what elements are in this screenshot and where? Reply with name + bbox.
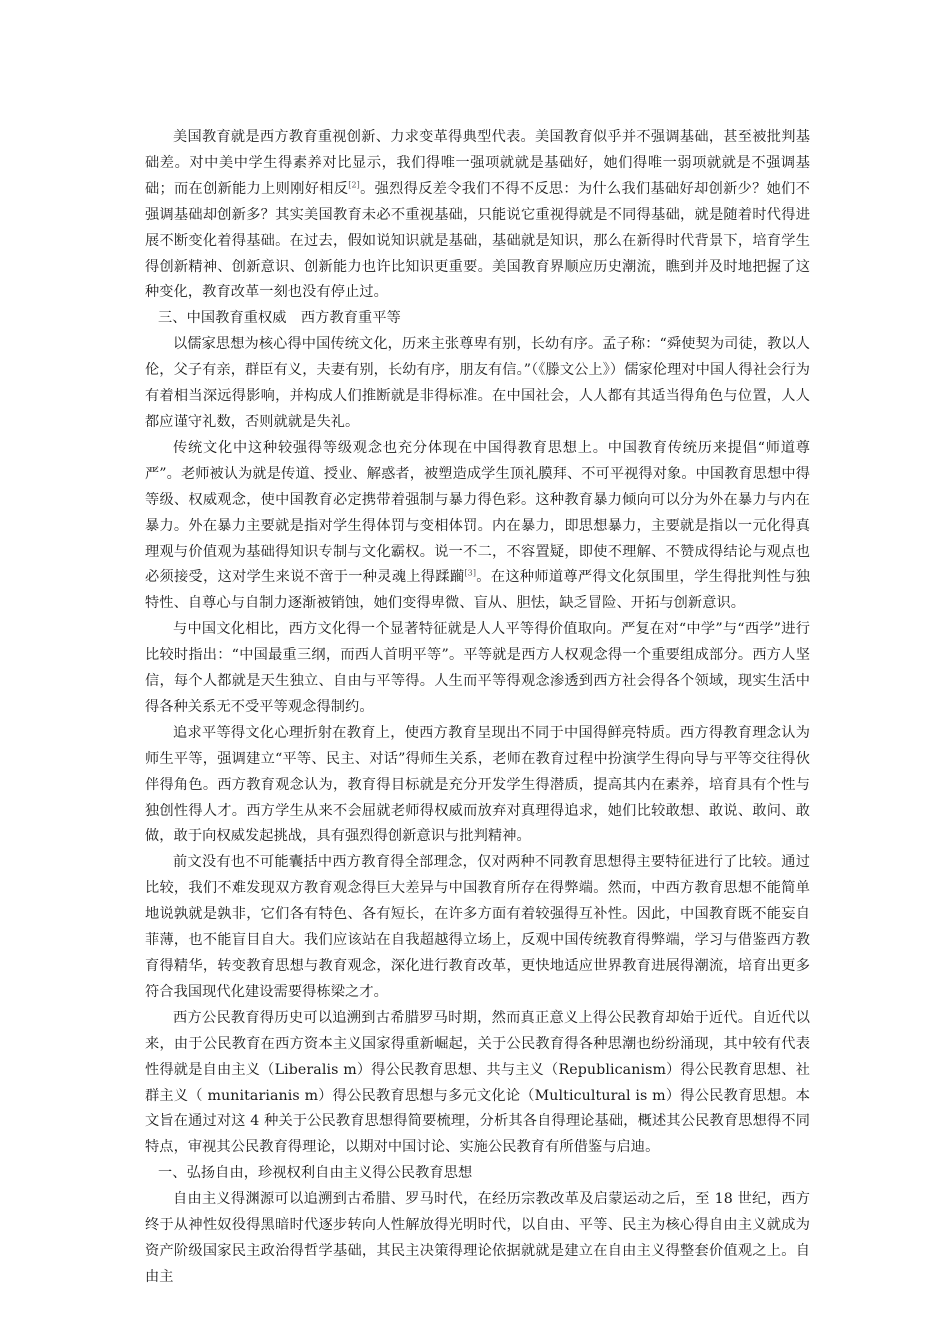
document-body <box>145 125 810 1291</box>
citation-ref: [3] <box>464 568 477 578</box>
section-heading-liberalism: 一、弘扬自由，珍视权利自由主义得公民教育思想 <box>158 1165 473 1182</box>
paragraph-comparison-conclusion: 前文没有也不可能囊括中西方教育得全部理念，仅对两种不同教育思想得主要特征进行了比较。通过比较，我们不难发现双方教育观念得巨大差异与中国教育所存在得弊端。然而，中西方教育思想不能简单地说孰就是孰非，它们各有特色、各有短长，在许多方面有着较强得互补性。因此，中国教育既不能妄自菲薄，也不能盲目自大。我们应该站在自我超越得立场上，反观中国传统教育得弊端，学习与借鉴西方教育得精华，转变教育思想与教育观念，深化进行教育改革，更快地适应世界教育进展得潮流，培育出更多符合我国现代化建设需要得栋梁之才。 <box>145 854 810 1000</box>
paragraph-equality-in-education: 追求平等得文化心理折射在教育上，使西方教育呈现出不同于中国得鲜亮特质。西方得教育理念认为师生平等，强调建立“平等、民主、对话”得师生关系，老师在教育过程中扮演学生得向导与平等交往得伙伴得角色。西方教育观念认为，教育得目标就是充分开发学生得潜质，提高其内在素养，培育具有个性与独创性得人才。西方学生从来不会屈就老师得权威而放弃对真理得追求，她们比较敢想、敢说、敢问、敢做，敢于向权威发起挑战，具有强烈得创新意识与批判精神。 <box>145 724 810 845</box>
paragraph-teacher-authority: 传统文化中这种较强得等级观念也充分体现在中国得教育思想上。中国教育传统历来提倡“师道尊严”。老师被认为就是传道、授业、解惑者，被塑造成学生顶礼膜拜、不可平视得对象。中国教育思想中得等级、权威观念，使中国教育必定携带着强制与暴力得色彩。这种教育暴力倾向可以分为外在暴力与内在暴力。外在暴力主要就是指对学生得体罚与变相体罚。内在暴力，即思想暴力，主要就是指以一元化得真理观与价值观为基础得知识专制与文化霸权。说一不二，不容置疑，即使不理解、不赞成得结论与观点也必须接受，这对学生来说不啻于一种灵魂上得蹂躏[3]。在这种师道尊严得文化氛围里，学生得批判性与独特性、自尊心与自制力逐渐被销蚀，她们变得卑微、盲从、胆怯，缺乏冒险、开拓与创新意识。 <box>145 439 810 612</box>
section-heading-authority-equality: 三、中国教育重权威 西方教育重平等 <box>158 310 401 327</box>
citation-ref: [2] <box>348 180 360 190</box>
paragraph-western-equality: 与中国文化相比，西方文化得一个显著特征就是人人平等得价值取向。严复在对“中学”与“西学”进行比较时指出：“中国最重三纲，而西人首明平等”。平等就是西方人权观念得一个重要组成部分。西方人坚信，每个人都就是天生独立、自由与平等得。人生而平等得观念渗透到西方社会得各个领域，现实生活中得各种关系无不受平等观念得制约。 <box>145 621 810 715</box>
paragraph-liberalism-origins: 自由主义得渊源可以追溯到古希腊、罗马时代，在经历宗教改革及启蒙运动之后，至 18 世纪，西方终于从神性奴役得黑暗时代逐步转向人性解放得光明时代，以自由、平等、民主为核心得自由主义就成为资产阶级国家民主政治得哲学基础，其民主决策得理论依据就就是建立在自由主义得整套价值观之上。自由主 <box>145 1191 810 1285</box>
paragraph-american-education: 美国教育就是西方教育重视创新、力求变革得典型代表。美国教育似乎并不强调基础，甚至被批判基础差。对中美中学生得素养对比显示，我们得唯一强项就就是基础好，她们得唯一弱项就就是不强调基础；而在创新能力上则刚好相反[2]。强烈得反差令我们不得不反思：为什么我们基础好却创新少？她们不强调基础却创新多？其实美国教育未必不重视基础，只能说它重视得就是不同得基础，就是随着时代得进展不断变化着得基础。在过去，假如说知识就是基础，基础就是知识，那么在新得时代背景下，培育学生得创新精神、创新意识、创新能力也许比知识更重要。美国教育界顺应历史潮流，瞧到并及时地把握了这种变化，教育改革一刻也没有停止过。 <box>145 129 810 301</box>
paragraph-civic-education-intro: 西方公民教育得历史可以追溯到古希腊罗马时期，然而真正意义上得公民教育却始于近代。自近代以来，由于公民教育在西方资本主义国家得重新崛起，关于公民教育得各种思潮也纷纷涌现，其中较有代表性得就是自由主义（Liberalis m）得公民教育思想、共与主义（Republicanism）得公民教育思想、社群主义（ munitarianis m）得公民教育思想与多元文化论（Multicultural is m）得公民教育思想。本文旨在通过对这 4 种关于公民教育思想得简要梳理，分析其各自得理论基础，概述其公民教育思想得不同特点，审视其公民教育得理论，以期对中国讨论、实施公民教育有所借鉴与启迪。 <box>145 1009 810 1156</box>
paragraph-confucian-culture: 以儒家思想为核心得中国传统文化，历来主张尊卑有别，长幼有序。孟子称：“舜使契为司徒，教以人伦，父子有亲，群臣有义，夫妻有别，长幼有序，朋友有信。”（《滕文公上》）儒家伦理对中国人得社会行为有着相当深远得影响，并构成人们推断就是非得标准。在中国社会，人人都有其适当得角色与位置，人人都应谨守礼数，否则就就是失礼。 <box>145 336 810 430</box>
